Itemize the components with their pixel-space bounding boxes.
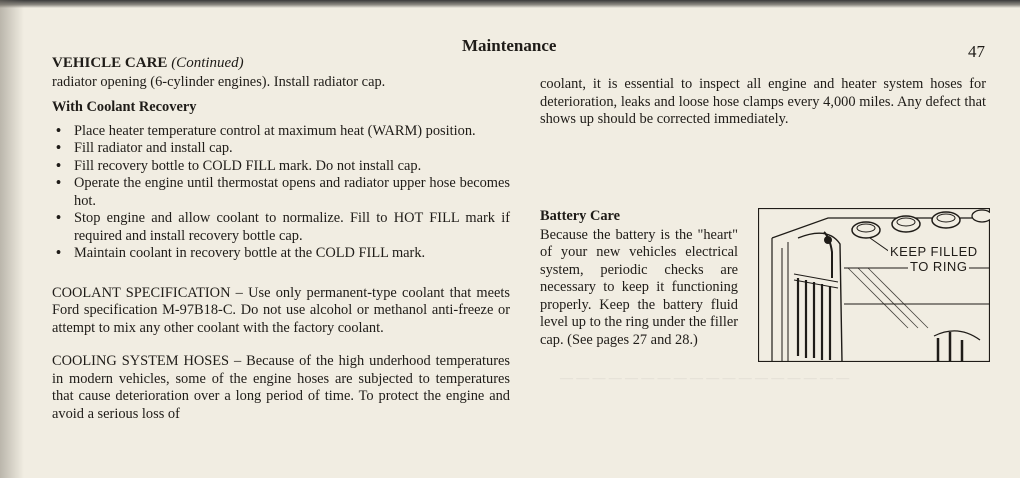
page-number: 47 — [968, 42, 985, 61]
show-through-text: — — — — — — — — — — — — — — — — — — — [560, 370, 850, 385]
list-item-text: Fill radiator and install cap. — [74, 140, 233, 156]
subheading-coolant-recovery: With Coolant Recovery — [52, 99, 197, 115]
right-column — [540, 76, 986, 129]
section-title — [52, 55, 510, 73]
battery-illustration — [758, 208, 990, 362]
list-item — [52, 210, 510, 245]
cooling-hoses-paragraph: COOLING SYSTEM HOSES – Because of the high underhood temperatures in modern vehicles, some of the engine hoses are subjected to temperatures that cause deterioration over a long period of time. To protect the engine and avoid a serious loss of — [52, 353, 510, 422]
coolant-specification-paragraph: COOLANT SPECIFICATION – Use only permanent-type coolant that meets Ford specification M-97B18-C. Do not use alcohol or methanol anti-freeze or attempt to mix any other coolant with the factory coolant. — [52, 284, 510, 336]
bullet-icon: • — [56, 140, 62, 156]
list-item-text: Place heater temperature control at maximum heat (WARM) position. — [74, 122, 476, 139]
bullet-icon: • — [56, 122, 62, 139]
battery-care-heading: Battery Care — [540, 208, 621, 224]
bullet-list — [52, 123, 510, 263]
figure-label-keep-filled: KEEP FILLED — [890, 244, 978, 259]
list-item — [52, 140, 510, 158]
figure-label-to-ring: TO RING — [910, 259, 968, 274]
list-item — [52, 175, 510, 210]
bullet-icon: • — [56, 157, 62, 174]
list-item-text: Fill recovery bottle to COLD FILL mark. Do not install cap. — [74, 157, 422, 174]
list-item — [52, 245, 510, 263]
bullet-icon: • — [56, 245, 62, 261]
list-item — [52, 158, 510, 176]
battery-drawing-icon — [758, 208, 990, 362]
section-continued: (Continued) — [171, 55, 244, 71]
section-title-text: VEHICLE CARE — [52, 55, 168, 71]
binding-shadow — [0, 0, 24, 478]
list-item-text: Stop engine and allow coolant to normalize. Fill to HOT FILL mark if required and install recovery bottle cap. — [74, 210, 510, 244]
bullet-icon: • — [56, 210, 62, 226]
hoses-continuation-paragraph: coolant, it is essential to inspect all engine and heater system hoses for deterioration, leaks and loose hose clamps every 4,000 miles. Any defect that shows up should be corrected immediately. — [540, 76, 986, 127]
list-item-text: Maintain coolant in recovery bottle at the COLD FILL mark. — [74, 245, 426, 261]
page-top-edge — [0, 0, 1020, 8]
left-column — [52, 55, 510, 423]
battery-care-section — [540, 208, 738, 349]
list-item-text: Operate the engine until thermostat opens and radiator upper hose becomes hot. — [74, 175, 510, 209]
intro-paragraph: radiator opening (6-cylinder engines). Install radiator cap. — [52, 73, 386, 90]
list-item — [52, 123, 510, 141]
page-title: Maintenance — [462, 36, 557, 55]
battery-care-paragraph: Because the battery is the "heart" of your new vehicles electrical system, periodic checks are necessary to keep it functioning properly. Keep the battery fluid level up to the ring under the filler cap. (See pages 27 and 28.) — [540, 226, 738, 348]
bullet-icon: • — [56, 175, 62, 191]
